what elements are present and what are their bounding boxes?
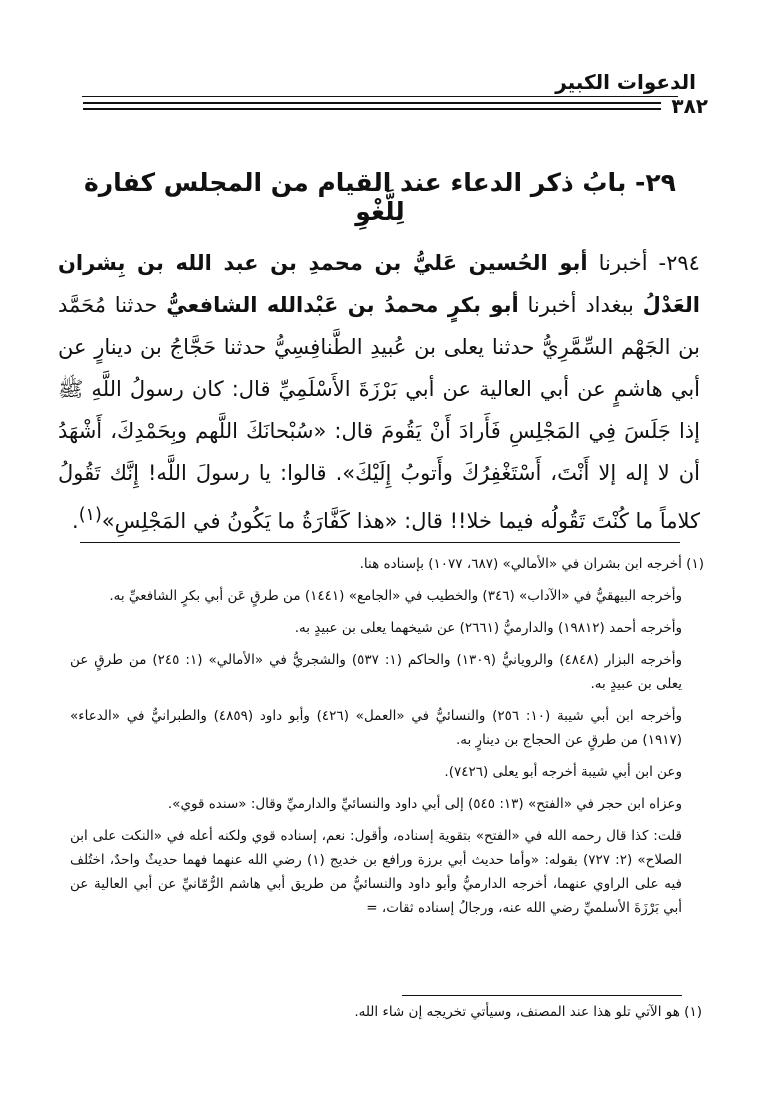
narrator-2: أبو بكرٍ محمدُ بن عَبْدالله الشافعيُّ (166, 293, 519, 317)
page-number-row (83, 92, 708, 120)
footnote-paragraph: وأخرجه أحمد (١٩٨١٢) والدارميُّ (٢٦٦١) عن شيخهما يعلى بن عبيدٍ به. (294, 620, 682, 636)
page-number: ٣٨٢ (671, 94, 708, 118)
hadith-part-2: ببغداد أخبرنا (527, 293, 634, 317)
chapter-title: ٢٩- بابُ ذكر الدعاء عند القيام من المجلس كفارة لِلَّغْوِ (84, 168, 676, 226)
footnote-paragraph: وعزاه ابن حجر في «الفتح» (١٣: ٥٤٥) إلى أبي داود والنسائيِّ والدارميِّ وقال: «سنده قوي». (167, 796, 682, 812)
page-number-double-rule (83, 98, 661, 114)
running-header-title: الدعوات الكبير (555, 70, 696, 94)
hadith-end: . (72, 509, 79, 533)
narrator-1: أبو الحُسين عَليُّ بن محمدِ بن عبد الله بن بِشران العَدْلُ (58, 251, 700, 317)
footnote-ref: (١) (78, 505, 102, 525)
footnote-paragraph: وأخرجه ابن أبي شيبة (١٠: ٢٥٦) والنسائيُّ في «العمل» (٤٢٦) وأبو داود (٤٨٥٩) والطبرانيُّ في «الدعاء» (١٩١٧) من طرقٍ عن الحجاج بن دينارٍ به. (70, 708, 683, 748)
hadith-text (58, 242, 700, 542)
footnote-separator (80, 542, 680, 543)
hadith-number: ٢٩٤- (658, 251, 700, 275)
footnotes (70, 552, 704, 928)
footnote-paragraph: وأخرجه البيهقيُّ في «الآداب» (٣٤٦) والخطيب في «الجامع» (١٤٤١) من طرقٍ عَن أبي بكرٍ الشافعيِّ به. (109, 588, 682, 604)
footnote-paragraph: وأخرجه البزار (٤٨٤٨) والرويانيُّ (١٣٠٩) والحاكم (١: ٥٣٧) والشجريُّ في «الأمالي» (١: ٢٤٥) من طرقٍ عن يعلى بن عبيدٍ به. (70, 652, 682, 692)
footnote-paragraph: وعن ابن أبي شيبة أخرجه أبو يعلى (٧٤٢٦). (444, 764, 682, 780)
bottom-note-separator (402, 995, 682, 996)
hadith-lead: أخبرنا (598, 251, 648, 275)
footnote-1: (١) أخرجه ابن بشران في «الأمالي» (٦٨٧، ١٠٧٧) بإسناده هنا. (359, 556, 704, 572)
footnote-paragraph: قلت: كذا قال رحمه الله في «الفتح» بتقوية إسناده، وأقول: نعم، إسناده قوي ولكنه أعله في «النكت على ابن الصلاح» (٢: ٧٢٧) بقوله: «وأما حديث أبي برزة ورافع بن خديج (١) رضي الله عنهما فهما حديثٌ واحدٌ، اختُلف فيه على الراوي عنهما، أخرجه الدارميُّ وأبو داود والنسائيُّ من طريق أبي هاشم الرُّمّانيِّ عن أبي العالية عن أبي بَرْزَةَ الأسلميِّ رضي الله عنه، ورجالُ إسناده ثقات، = (70, 828, 683, 916)
bottom-note: (١) هو الآتي تلو هذا عند المصنف، وسيأتي تخريجه إن شاء الله. (354, 1004, 702, 1020)
hadith-part-3: حدثنا مُحَمَّد بن الجَهْم السِّمَّرِيُّ حدثنا يعلى بن عُبيدِ الطَّنافِسِيُّ حدثنا حَجَّاجُ بن دينارٍ عن أبي هاشمٍ عن أبي العالية عن أبي بَرْزَةَ الأَسْلَمِيِّ قال: كان رسولُ اللَّهِ ﷺ إذا جَلَسَ فِي المَجْلِسِ فَأَرادَ أَنْ يَقُومَ قال: «سُبْحانَكَ اللَّهم وبِحَمْدِكَ، أَشْهَدُ أن لا إله إلا أَنْتَ، أَسْتَغْفِرُكَ وأَتوبُ إِلَيْكَ». قالوا: يا رسولَ اللَّه! إِنَّك تَقُولُ كلاماً ما كُنْتَ تَقُولُه فيما خلا!! قال: «هذا كَفَّارَةُ ما يَكُونُ في المَجْلِسِ» (58, 293, 700, 533)
